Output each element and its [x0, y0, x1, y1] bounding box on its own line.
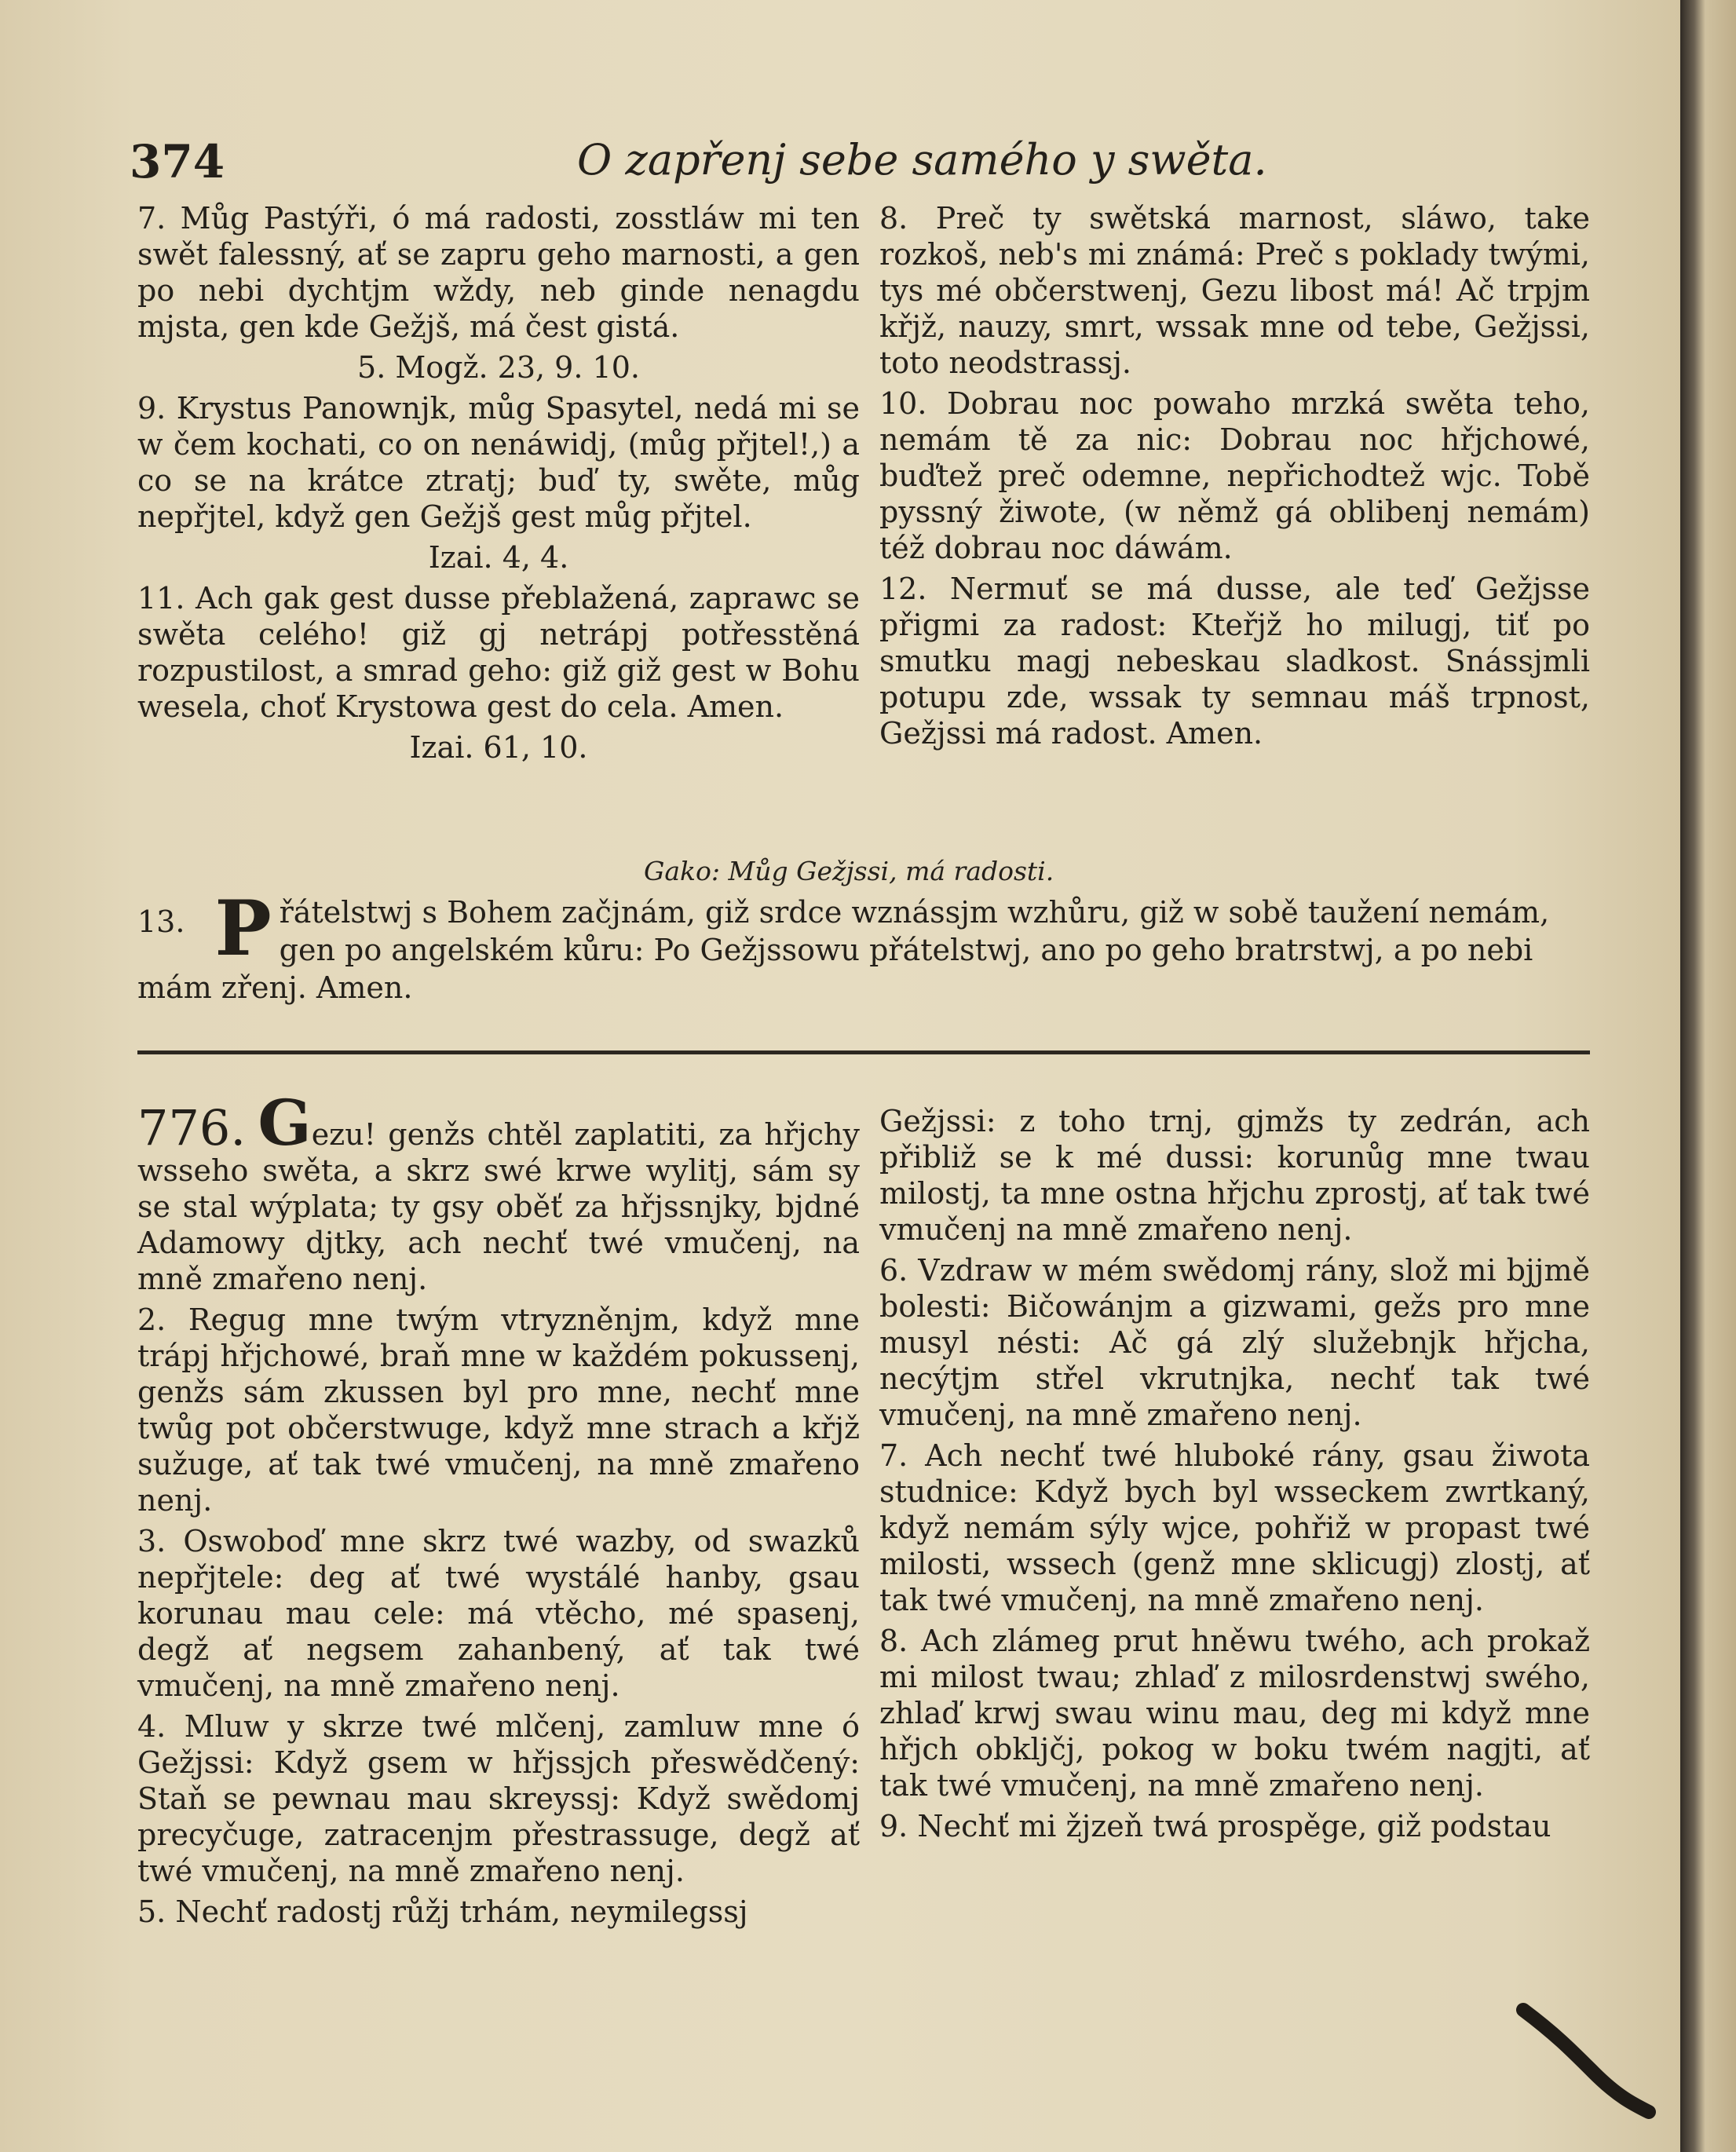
verse-8: 8. Ach zlámeg prut hněwu twého, ach prokaž mi milost twau; zhlaď z milosrdenstwj swého, zhlaď krwj swau winu mau, deg mi když mne hřjch obkljčj, pokog w boku twém nagjti, ať tak twé vmučenj, na mně zmařeno nenj. [879, 1624, 1590, 1803]
scripture-reference: Izai. 61, 10. [409, 730, 588, 765]
verse-2: 2. Regug mne twým vtryzněnjm, když mne trápj hřjchowé, braň mne w každém pokussenj, genžs sám zkussen byl pro mne, nechť mne twůg pot občerstwuge, když mne strach a křjž sužuge, ať tak twé vmučenj, na mně zmařeno nenj. [137, 1303, 860, 1518]
verse-9: 9. Krystus Panownjk, můg Spasytel, nedá mi se w čem kochati, co on nenáwidj, (můg přjtel!,) a co se na krátce ztratj; buď ty, swěte, můg nepřjtel, když gen Gežjš gest můg přjtel. [137, 391, 860, 534]
page-header [130, 135, 1598, 198]
verse-5: 5. Nechť radostj růžj trhám, neymilegssj [137, 1894, 748, 1929]
verse-10: 10. Dobrau noc powaho mrzká swěta teho, nemám tě za nic: Dobrau noc hřjchowé, buďtež preč odemne, nepřichodtež wjc. Tobě pyssný žiwote, (w němž gá oblibenj nemám) též dobrau noc dáwám. [879, 386, 1590, 565]
verse-11: 11. Ach gak gest dusse přeblažená, zaprawc se swěta celého! giž gj netrápj potřesstěná rozpustilost, a smrad geho: giž giž gest w Bohu wesela, choť Krystowa gest do cela. Amen. [137, 581, 860, 724]
verse-7: 7. Můg Pastýři, ó má radosti, zosstláw mi ten swět falessný, ať se zapru geho marnosti, a gen po nebi dychtjm wždy, neb ginde nenagdu mjsta, gen kde Gežjš, má čest gistá. [137, 201, 860, 344]
hymn-13 [137, 884, 1590, 1007]
page-number: 374 [130, 135, 225, 188]
verse-12: 12. Nermuť se má dusse, ale teď Gežjsse přigmi za radost: Kteřjž ho milugj, tiť po smutku magj nebeskau sladkost. Snássjmli potupu zde, wssak ty semnau máš trpnost, Gežjssi má radost. Amen. [879, 572, 1590, 751]
book-spine-edge [1680, 0, 1736, 2152]
scripture-reference: 5. Mogž. 23, 9. 10. [357, 350, 640, 385]
verse-number: 13. [137, 904, 185, 939]
verse-5-continued: Gežjssi: z toho trnj, gjmžs ty zedrán, ach přibliž se k mé dussi: korunůg mne twau milostj, ta mne ostna hřjchu zprostj, ať tak twé vmučenj na mně zmařeno nenj. [879, 1104, 1590, 1247]
verse-9: 9. Nechť mi žjzeň twá prospěge, giž podstau [879, 1809, 1551, 1843]
verse-8: 8. Preč ty swětská marnost, sláwo, take rozkoš, neb's mi známá: Preč s poklady twými, tys mé občerstwenj, Gezu libost má! Ač trpjm křjž, nauzy, smrt, wssak mne od tebe, Gežjssi, toto neodstrassj. [879, 201, 1590, 380]
hymn-776-left-column [137, 1086, 860, 1935]
verse-7: 7. Ach nechť twé hluboké rány, gsau žiwota studnice: Když bych byl wsseckem zwrtkaný, když nemám sýly wjce, pohřiž w propast twé milosti, wssech (genž mne sklicugj) zlostj, ať tak twé vmučenj, na mně zmařeno nenj. [879, 1438, 1590, 1617]
verse-6: 6. Vzdraw w mém swědomj rány, slož mi bjjmě bolesti: Bičowánjm a gizwami, gežs pro mne musyl nésti: Ač gá zlý služebnjk hřjcha, necýtjm střel vkrutnjka, nechť tak twé vmučenj, na mně zmařeno nenj. [879, 1253, 1590, 1432]
drop-cap: G [258, 1086, 312, 1160]
section-divider [137, 1050, 1590, 1054]
scripture-reference: Izai. 4, 4. [428, 540, 569, 575]
hymn-776-verse-1: 776. Gezu! genžs chtěl zaplatiti, za hřjchy wsseho swěta, a skrz swé krwe wylitj, sám sy se stal wýplata; ty gsy oběť za hřjssnjky, bjdné Adamowy djtky, ach nechť twé vmučenj, na mně zmařeno nenj. [137, 1086, 860, 1296]
verse-4: 4. Mluw y skrze twé mlčenj, zamluw mne ó Gežjssi: Když gsem w hřjssjch přeswědčený: Staň se pewnau mau skreyssj: Když swědomj precyčuge, zatracenjm přestrassuge, degž ať twé vmučenj, na mně zmařeno nenj. [137, 1709, 860, 1888]
ink-stain-icon [1508, 1994, 1665, 2128]
drop-cap: P [214, 884, 272, 973]
hymn-13-text: řátelstwj s Bohem začjnám, giž srdce wznássjm wzhůru, giž w sobě taužení nemám, gen po angelském kůru: Po Gežjssowu přátelstwj, ano po geho bratrstwj, a po nebi mám zřenj. Amen. [137, 895, 1550, 1005]
melody-note: Gako: Můg Gežjssi, má radosti. [644, 856, 1054, 886]
hymn-776-right-column [879, 1103, 1590, 1849]
hymn-number: 776. [137, 1099, 247, 1156]
verse-3: 3. Oswoboď mne skrz twé wazby, od swazků nepřjtele: deg ať twé wystálé hanby, gsau korunau mau cele: má vtěcho, mé spasenj, degž ať negsem zahanbený, ať tak twé vmučenj, na mně zmařeno nenj. [137, 1524, 860, 1703]
running-title: O zapřenj sebe samého y swěta. [577, 135, 1267, 185]
upper-right-column [879, 200, 1590, 756]
upper-left-column [137, 200, 860, 770]
